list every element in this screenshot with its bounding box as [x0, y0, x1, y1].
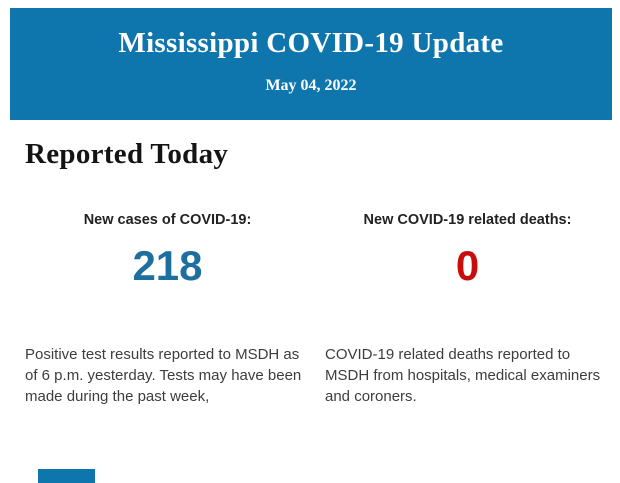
- update-header-banner: [10, 8, 612, 120]
- new-cases-column: [25, 212, 310, 407]
- report-date: May 04, 2022: [265, 77, 357, 94]
- new-deaths-label: New COVID-19 related deaths:: [363, 212, 572, 228]
- new-cases-value: 218: [132, 242, 203, 289]
- new-cases-label: New cases of COVID-19:: [83, 212, 252, 228]
- reported-today-heading: Reported Today: [25, 138, 229, 170]
- new-deaths-value: 0: [455, 242, 480, 289]
- new-deaths-description: COVID-19 related deaths reported to MSDH from hospitals, medical examiners and coroners.: [325, 346, 601, 405]
- new-cases-description: Positive test results reported to MSDH as of 6 p.m. yesterday. Tests may have been made during the past week,: [25, 346, 302, 405]
- page-title: Mississippi COVID-19 Update: [118, 27, 504, 59]
- footer-banner-partial: [38, 469, 95, 483]
- new-deaths-column: [325, 212, 610, 407]
